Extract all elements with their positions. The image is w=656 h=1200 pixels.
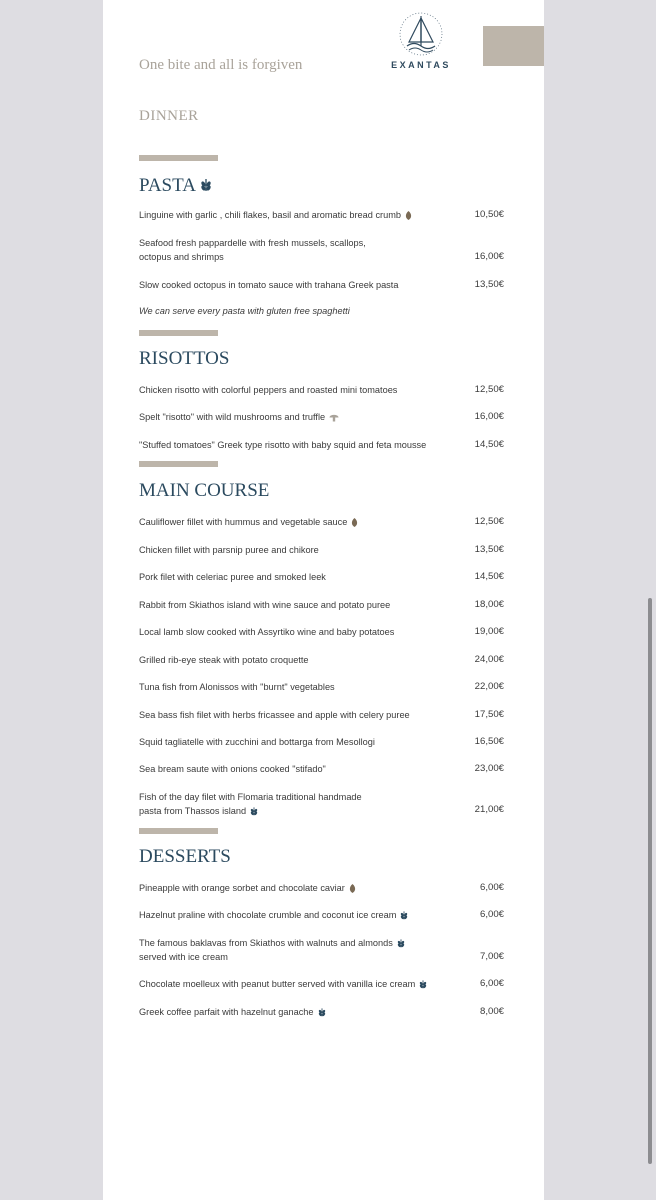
item-price: 10,50€ (474, 209, 504, 220)
item-price: 16,50€ (474, 736, 504, 747)
menu-item: "Stuffed tomatoes" Greek type risotto with baby squid and feta mousse (139, 440, 427, 450)
menu-item: Chicken fillet with parsnip puree and chikore (139, 545, 319, 555)
section-divider (139, 461, 218, 467)
menu-item: Spelt "risotto" with wild mushrooms and truffle (139, 410, 459, 424)
item-price: 12,50€ (474, 384, 504, 395)
leaf-icon (349, 884, 356, 893)
section-divider (139, 155, 218, 161)
menu-item: Fish of the day filet with Flomaria traditional handmade pasta from Thassos island (139, 792, 362, 816)
side-tab[interactable] (483, 26, 544, 66)
leaf-icon (351, 518, 358, 527)
mushroom-icon (329, 413, 339, 422)
sailboat-logo-icon (393, 10, 449, 58)
wheat-icon (397, 938, 405, 948)
meal-heading: DINNER (139, 108, 199, 124)
menu-item: Tuna fish from Alonissos with "burnt" vegetables (139, 682, 335, 692)
menu-item: Pork filet with celeriac puree and smoked leek (139, 572, 326, 582)
menu-item: Squid tagliatelle with zucchini and bottarga from Mesollogi (139, 737, 375, 747)
section-title-risottos: RISOTTOS (139, 348, 230, 369)
menu-item: Linguine with garlic , chili flakes, basil and aromatic bread crumb (139, 208, 459, 222)
wheat-icon (400, 910, 408, 920)
item-price: 6,00€ (479, 978, 504, 989)
item-price: 23,00€ (474, 763, 504, 774)
wheat-icon (419, 979, 427, 989)
menu-item: Cauliflower fillet with hummus and vegetable sauce (139, 515, 459, 529)
scrollbar[interactable] (648, 598, 652, 1164)
section-divider (139, 330, 218, 336)
item-price: 12,50€ (474, 516, 504, 527)
item-price: 18,00€ (474, 599, 504, 610)
item-price: 19,00€ (474, 626, 504, 637)
item-price: 14,50€ (474, 571, 504, 582)
section-divider (139, 828, 218, 834)
item-price: 16,00€ (474, 251, 504, 262)
menu-item: Local lamb slow cooked with Assyrtiko wine and baby potatoes (139, 627, 395, 637)
item-price: 6,00€ (479, 882, 504, 893)
wheat-icon (250, 806, 258, 816)
brand-name: EXANTAS (391, 60, 451, 70)
menu-item: Chocolate moelleux with peanut butter served with vanilla ice cream (139, 977, 459, 991)
menu-item: Rabbit from Skiathos island with wine sauce and potato puree (139, 600, 391, 610)
item-price: 13,50€ (474, 544, 504, 555)
item-price: 21,00€ (474, 804, 504, 815)
item-price: 13,50€ (474, 279, 504, 290)
item-price: 8,00€ (479, 1006, 504, 1017)
wheat-icon (318, 1007, 326, 1017)
section-title-main-course: MAIN COURSE (139, 480, 270, 501)
pasta-note: We can serve every pasta with gluten free spaghetti (139, 306, 350, 316)
menu-item: Sea bream saute with onions cooked "stifado" (139, 764, 326, 774)
menu-item: Chicken risotto with colorful peppers and roasted mini tomatoes (139, 385, 398, 395)
item-price: 17,50€ (474, 709, 504, 720)
menu-item: Hazelnut praline with chocolate crumble and coconut ice cream (139, 908, 459, 922)
item-price: 6,00€ (479, 909, 504, 920)
menu-item: Grilled rib-eye steak with potato croquette (139, 655, 309, 665)
item-price: 22,00€ (474, 681, 504, 692)
menu-item: Sea bass fish filet with herbs fricassee and apple with celery puree (139, 710, 410, 720)
menu-item: Slow cooked octopus in tomato sauce with trahana Greek pasta (139, 280, 399, 290)
item-price: 7,00€ (479, 951, 504, 962)
leaf-icon (405, 211, 412, 220)
brand-logo (386, 10, 456, 72)
item-price: 16,00€ (474, 411, 504, 422)
menu-item: Greek coffee parfait with hazelnut ganache (139, 1005, 459, 1019)
tagline: One bite and all is forgiven (139, 57, 303, 73)
section-title-pasta: PASTA (139, 175, 212, 197)
menu-item: Seafood fresh pappardelle with fresh mussels, scallops, octopus and shrimps (139, 238, 366, 262)
item-price: 24,00€ (474, 654, 504, 665)
section-title-desserts: DESSERTS (139, 846, 231, 867)
menu-item: The famous baklavas from Skiathos with walnuts and almonds served with ice cream (139, 936, 459, 964)
item-price: 14,50€ (474, 439, 504, 450)
wheat-icon (200, 177, 212, 192)
menu-item: Pineapple with orange sorbet and chocolate caviar (139, 881, 459, 895)
